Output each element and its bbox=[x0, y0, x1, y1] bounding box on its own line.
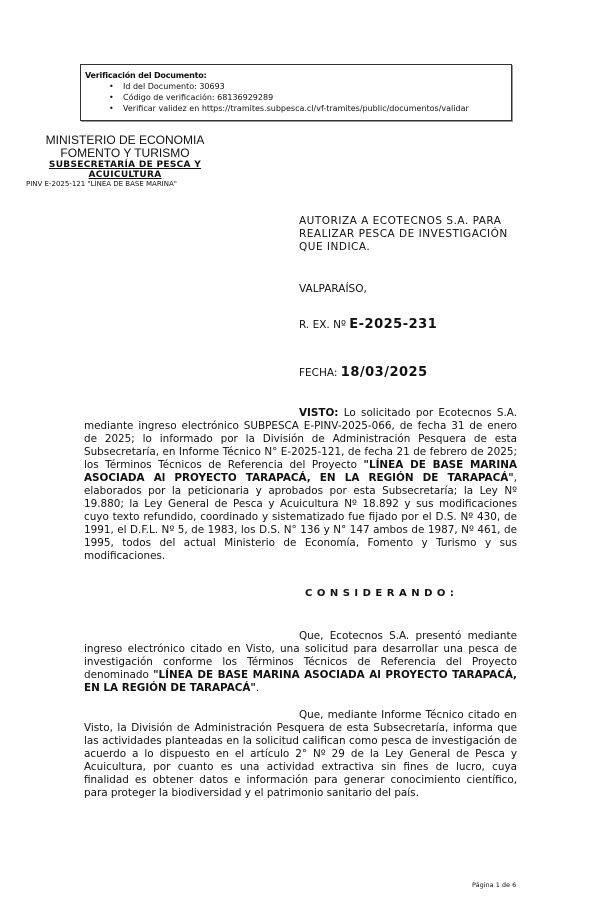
verification-list bbox=[85, 81, 511, 114]
verification-box bbox=[80, 64, 512, 121]
verification-title: Verificación del Documento: bbox=[85, 71, 207, 80]
subsecretaria-line-2: ACUICULTURA bbox=[88, 170, 162, 180]
ministry-line-1: MINISTERIO DE ECONOMIA bbox=[45, 133, 205, 147]
bullet-icon: • bbox=[109, 104, 114, 113]
project-name: "LÍNEA DE BASE MARINA ASOCIADA Al PROYECTO TARAPACÁ, EN LA REGIÓN DE TARAPACÁ" bbox=[84, 459, 517, 484]
considerando-paragraph-1: Que, Ecotecnos S.A. presentó mediante ingreso electrónico citado en Visto, una solicitud para desarrollar una pesca de investigación conforme los Términos Técnicos de Referencia del Proyecto denominado "LÍNEA DE BASE MARINA ASOCIADA Al PROYECTO TARAPACÁ, EN LA REGIÓN DE TARAPACÁ". bbox=[84, 630, 517, 694]
verification-item-code: • Código de verificación: 68136929289 bbox=[109, 93, 274, 102]
resolution-title: AUTORIZA A ECOTECNOS S.A. PARA REALIZAR PESCA DE INVESTIGACIÓN QUE INDICA. bbox=[299, 215, 508, 253]
project-name: "LÍNEA DE BASE MARINA ASOCIADA Al PROYECTO TARAPACÁ, EN LA REGIÓN DE TARAPACÁ" bbox=[84, 669, 517, 694]
verification-link[interactable]: Verificar validez en https://tramites.subpesca.cl/vf-tramites/public/documentos/validar bbox=[123, 104, 469, 113]
considerando-paragraph-2: Que, mediante Informe Técnico citado en Visto, la División de Administración Pesquera de esta Subsecretaría, informa que las actividades planteadas en la solicitud califican como pesca de investigación de acuerdo a lo dispuesto en el artículo 2° Nº 29 de la Ley General de Pesca y Acuicultura, por cuanto es una actividad extractiva sin fines de lucro, cuya finalidad es obtener datos e información para generar conocimiento científico, para proteger la biodiversidad y el patrimonio sanitario del país. bbox=[84, 709, 517, 799]
city: VALPARAÍSO, bbox=[299, 283, 367, 295]
rex-number: E-2025-231 bbox=[349, 317, 438, 332]
fecha-label: FECHA: bbox=[299, 367, 341, 379]
considerando-heading: CONSIDERANDO: bbox=[305, 588, 459, 599]
ministry-line-2: FOMENTO Y TURISMO bbox=[60, 146, 190, 160]
bullet-icon: • bbox=[109, 82, 114, 91]
bullet-icon: • bbox=[109, 93, 114, 102]
verification-item-url[interactable] bbox=[85, 103, 511, 114]
resolution-number bbox=[299, 317, 517, 332]
fecha-value: 18/03/2025 bbox=[340, 365, 428, 380]
resolution-date bbox=[299, 365, 517, 380]
subsecretaria-line-1: SUBSECRETARÍA DE PESCA Y bbox=[48, 160, 202, 170]
visto-paragraph: VISTO: Lo solicitado por Ecotecnos S.A. mediante ingreso electrónico SUBPESCA E-PINV-2025-066, de fecha 31 de enero de 2025; lo informado por la División de Administración Pesquera de esta Subsecretaría, en Informe Técnico N° E-2025-121, de fecha 21 de febrero de 2025; los Términos Técnicos de Referencia del Proyecto "LÍNEA DE BASE MARINA ASOCIADA Al PROYECTO TARAPACÁ, EN LA REGIÓN DE TARAPACÁ", elaborados por la peticionaria y aprobados por esta Subsecretaría; la Ley Nº 19.880; la Ley General de Pesca y Acuicultura Nº 18.892 y sus modificaciones cuyo texto refundido, coordinado y sistematizado fue fijado por el D.S. Nº 430, de 1991, el D.F.L. Nº 5, de 1983, los D.S. N° 136 y N° 147 ambos de 1987, Nº 461, de 1995, todos del actual Ministerio de Economía, Fomento y Turismo y sus modificaciones. bbox=[84, 407, 517, 562]
rex-label: R. EX. Nº bbox=[299, 319, 350, 331]
visto-label: VISTO: bbox=[299, 407, 339, 419]
issuer-header bbox=[26, 133, 220, 189]
page-number: Página 1 de 6 bbox=[472, 881, 517, 889]
verification-item-id: • Id del Documento: 30693 bbox=[109, 82, 225, 91]
project-reference: PINV E-2025-121 "LÍNEA DE BASE MARINA" bbox=[26, 180, 177, 188]
